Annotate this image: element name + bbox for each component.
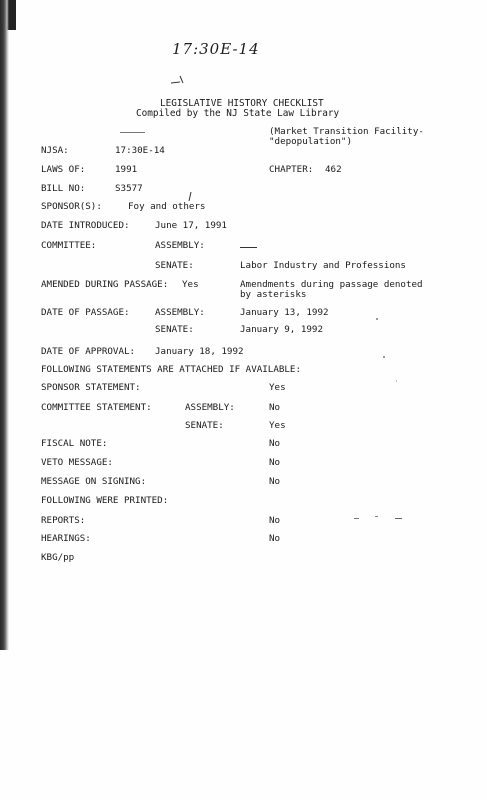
bill-no-value: S3577	[115, 183, 143, 194]
chapter-label: CHAPTER:	[269, 164, 314, 175]
statements-heading: FOLLOWING STATEMENTS ARE ATTACHED IF AVAILABLE:	[41, 364, 301, 375]
laws-of-label: LAWS OF:	[41, 164, 86, 175]
sponsors-label: SPONSOR(S):	[41, 201, 102, 212]
scan-speck	[376, 318, 378, 320]
committee-statement-senate-value: Yes	[269, 420, 286, 431]
fiscal-note-value: No	[269, 438, 281, 449]
handwritten-mark	[170, 74, 192, 86]
sponsors-value: Foy and others	[128, 201, 206, 212]
njsa-label: NJSA:	[41, 145, 69, 156]
handwritten-tick	[186, 192, 194, 202]
scan-speck	[383, 356, 385, 358]
sponsor-statement-value: Yes	[269, 382, 286, 393]
committee-label: COMMITTEE:	[41, 240, 97, 251]
committee-assembly-blank	[240, 247, 257, 248]
committee-statement-senate-label: SENATE:	[185, 420, 224, 431]
sponsor-statement-label: SPONSOR STATEMENT:	[41, 382, 141, 393]
committee-statement-assembly-label: ASSEMBLY:	[185, 402, 235, 413]
hearings-label: HEARINGS:	[41, 533, 91, 544]
passage-senate-label: SENATE:	[155, 324, 194, 335]
message-on-signing-label: MESSAGE ON SIGNING:	[41, 476, 147, 487]
amended-note-line-1: Amendments during passage denoted	[240, 279, 423, 290]
scan-speck	[396, 380, 397, 382]
reports-label: REPORTS:	[41, 515, 86, 526]
checklist-title: LEGISLATIVE HISTORY CHECKLIST	[160, 98, 324, 109]
scan-edge	[0, 0, 9, 650]
date-introduced-label: DATE INTRODUCED:	[41, 220, 130, 231]
message-on-signing-value: No	[269, 476, 281, 487]
reports-value: No	[269, 515, 281, 526]
committee-statement-assembly-value: No	[269, 402, 281, 413]
initials: KBG/pp	[41, 552, 75, 563]
printed-heading: FOLLOWING WERE PRINTED:	[41, 495, 169, 506]
scan-speck	[375, 516, 378, 517]
date-introduced-value: June 17, 1991	[155, 220, 227, 231]
amended-note-line-2: by asterisks	[240, 289, 307, 300]
subject-line-2: "depopulation")	[269, 136, 352, 147]
fiscal-note-label: FISCAL NOTE:	[41, 438, 108, 449]
veto-message-value: No	[269, 457, 281, 468]
committee-assembly-label: ASSEMBLY:	[155, 240, 205, 251]
hearings-value: No	[269, 533, 281, 544]
date-of-passage-label: DATE OF PASSAGE:	[41, 307, 130, 318]
njsa-value: 17:30E-14	[115, 145, 165, 156]
committee-senate-value: Labor Industry and Professions	[240, 260, 406, 271]
scan-speck	[395, 518, 402, 519]
laws-of-value: 1991	[115, 164, 138, 175]
passage-assembly-value: January 13, 1992	[240, 307, 329, 318]
handwritten-reference: 17:30E-14	[172, 40, 260, 58]
amended-value: Yes	[182, 279, 199, 290]
veto-message-label: VETO MESSAGE:	[41, 457, 113, 468]
scan-smudge	[120, 132, 145, 133]
amended-label: AMENDED DURING PASSAGE:	[41, 279, 169, 290]
committee-statement-label: COMMITTEE STATEMENT:	[41, 402, 152, 413]
passage-senate-value: January 9, 1992	[240, 324, 323, 335]
passage-assembly-label: ASSEMBLY:	[155, 307, 205, 318]
date-of-approval-value: January 18, 1992	[155, 346, 244, 357]
compiled-by: Compiled by the NJ State Law Library	[136, 108, 340, 119]
scan-speck	[354, 518, 359, 519]
date-of-approval-label: DATE OF APPROVAL:	[41, 346, 136, 357]
bill-no-label: BILL NO:	[41, 183, 86, 194]
subject-line-1: (Market Transition Facility-	[269, 126, 424, 137]
chapter-value: 462	[325, 164, 342, 175]
committee-senate-label: SENATE:	[155, 260, 194, 271]
